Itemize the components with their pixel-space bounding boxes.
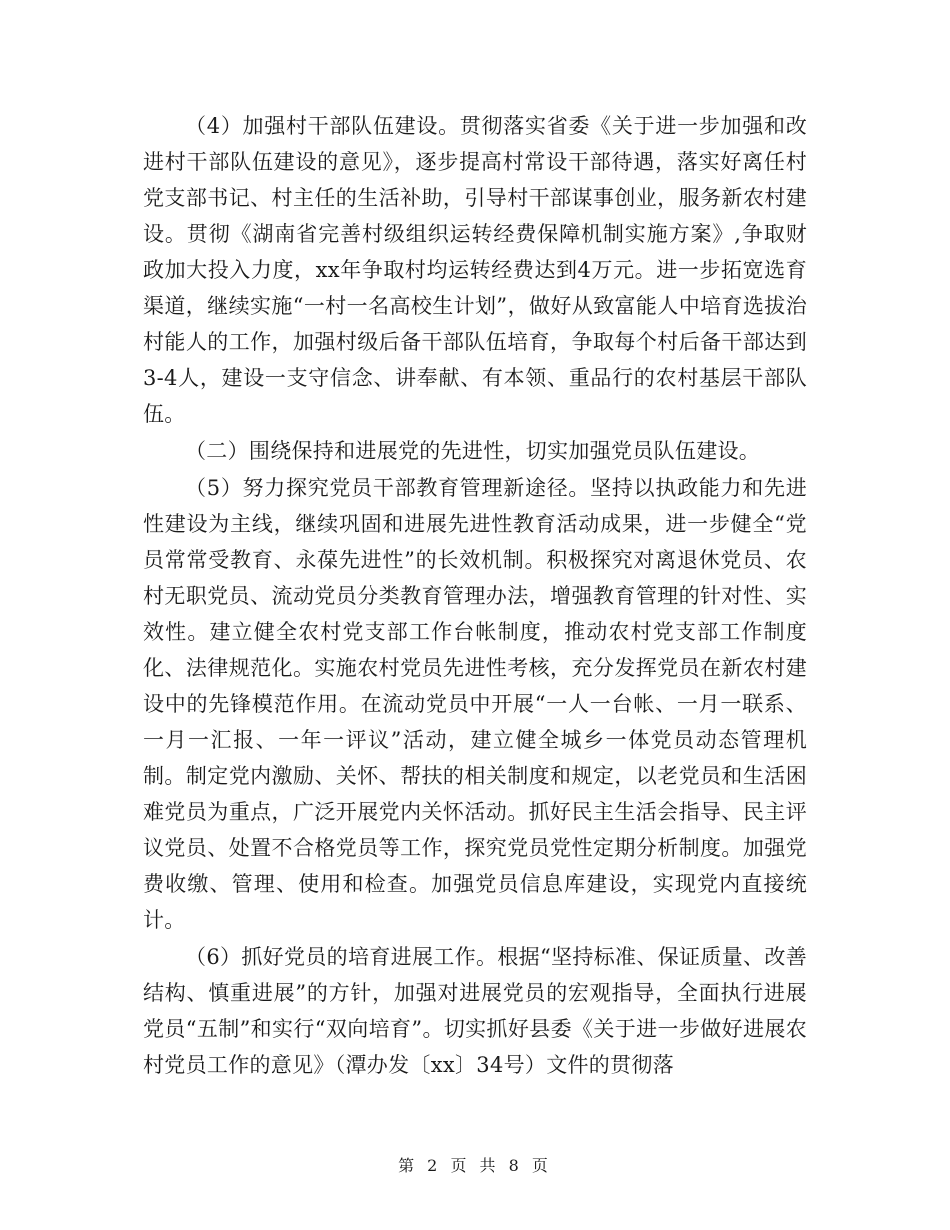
paragraph-party-development: （6）抓好党员的培育进展工作。根据“坚持标准、保证质量、改善结构、慎重进展”的方针，加强对进展党员的宏观指导，全面执行进展党员“五制”和实行“双向培育”。切实抓好县委《关于进一步做好进展农村党员工作的意见》（潭办发〔xx〕34号）文件的贯彻落 bbox=[143, 945, 807, 1077]
section-heading-party-members: （二）围绕保持和进展党的先进性，切实加强党员队伍建设。 bbox=[185, 439, 761, 463]
page-number-footer: 第 2 页 共 8 页 bbox=[398, 1156, 552, 1175]
paragraph-party-education: （5）努力探究党员干部教育管理新途径。坚持以执政能力和先进性建设为主线，继续巩固和进展先进性教育活动成果，进一步健全“党员常常受教育、永葆先进性”的长效机制。积极探究对离退休党员、农村无职党员、流动党员分类教育管理办法，增强教育管理的针对性、实效性。建立健全农村党支部工作台帐制度，推动农村党支部工作制度化、法律规范化。实施农村党员先进性考核，充分发挥党员在新农村建设中的先锋模范作用。在流动党员中开展“一人一台帐、一月一联系、一月一汇报、一年一评议”活动，建立健全城乡一体党员动态管理机制。制定党内激励、关怀、帮扶的相关制度和规定，以老党员和生活困难党员为重点，广泛开展党内关怀活动。抓好民主生活会指导、民主评议党员、处置不合格党员等工作，探究党员党性定期分析制度。加强党费收缴、管理、使用和检查。加强党员信息库建设，实现党内直接统计。 bbox=[143, 476, 807, 932]
document-body bbox=[143, 108, 807, 1083]
paragraph-village-cadres: （4）加强村干部队伍建设。贯彻落实省委《关于进一步加强和改进村干部队伍建设的意见》，逐步提高村常设干部待遇，落实好离任村党支部书记、村主任的生活补助，引导村干部谋事创业，服务新农村建设。贯彻《湖南省完善村级组织运转经费保障机制实施方案》,争取财政加大投入力度，xx年争取村均运转经费达到4万元。进一步拓宽选育渠道，继续实施“一村一名高校生计划”，做好从致富能人中培育选拔治村能人的工作，加强村级后备干部队伍培育，争取每个村后备干部达到3-4人，建设一支守信念、讲奉献、有本领、重品行的农村基层干部队伍。 bbox=[143, 114, 807, 426]
